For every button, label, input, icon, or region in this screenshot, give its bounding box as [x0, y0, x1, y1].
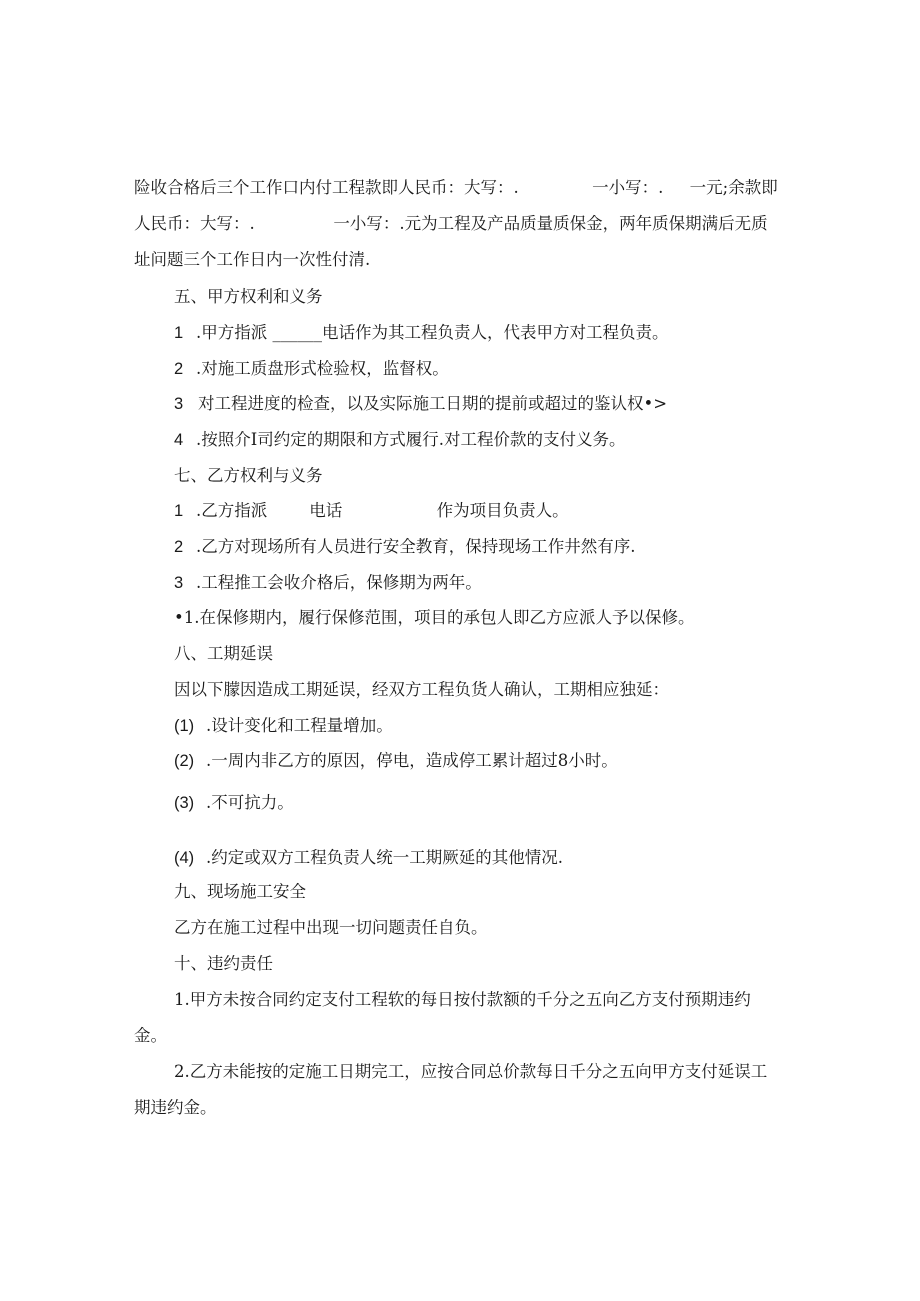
item-number: (2): [174, 752, 195, 770]
section-heading: 七、乙方权利与义务: [174, 466, 323, 485]
text-line: 址问题三个工作日内一次性付清.: [134, 250, 371, 269]
item-number: 2: [174, 360, 184, 378]
section-heading: 五、甲方权利和义务: [174, 287, 323, 306]
list-item: .约定或双方工程负责人统一工期厥延的其他情况.: [206, 848, 563, 867]
list-item: .工程推工会收介格后，保修期为两年。: [196, 573, 482, 592]
list-item: .对施工质盘形式检验权，监督权。: [196, 359, 449, 378]
list-item: .甲方指派 ______电话作为其工程负责人，代表甲方对工程负责。: [196, 323, 669, 342]
list-item: 对工程进度的检查，以及实际施工日期的提前或超过的鉴认权•>: [198, 394, 668, 413]
text-line: 期违约金。: [134, 1098, 217, 1117]
text-line: 2.乙方未能按的定施工日期完工，应按合同总价款每日千分之五向甲方支付延误工: [174, 1062, 768, 1081]
text-line: 险收合格后三个工作口内付工程款即人民币：大写：. 一小写：. 一元;余款即: [134, 178, 778, 197]
item-number: 3: [174, 574, 184, 592]
text-line: 人民币：大写：. 一小写：.元为工程及产品质量质保金，两年质保期满后无质: [134, 214, 768, 233]
section-heading: 八、工期延误: [174, 644, 273, 663]
list-item: .乙方指派 电话 作为项目负责人。: [196, 501, 569, 520]
list-item: .乙方对现场所有人员进行安全教育，保持现场工作井然有序.: [196, 537, 636, 556]
item-number: 1: [174, 324, 184, 342]
item-number: (3): [174, 794, 195, 812]
text-line: 乙方在施工过程中出现一切问题责任自负。: [174, 918, 488, 937]
item-number: 3: [174, 395, 184, 413]
list-item: .设计变化和工程量增加。: [206, 716, 393, 735]
item-number: 4: [174, 431, 184, 449]
item-number: 2: [174, 538, 184, 556]
item-number: 1: [174, 502, 184, 520]
item-number: (1): [174, 717, 195, 735]
list-item: .一周内非乙方的原因，停电，造成停工累计超过8小时。: [206, 751, 618, 770]
section-heading: 十、违约责任: [174, 954, 273, 973]
text-line: 金。: [134, 1026, 167, 1045]
list-item: .按照介I司约定的期限和方式履行.对工程价款的支付义务。: [196, 430, 626, 449]
list-item: .不可抗力。: [206, 793, 294, 812]
section-heading: 九、现场施工安全: [174, 882, 306, 901]
text-line: 1.甲方未按合同约定支付工程软的每日按付款额的千分之五向乙方支付预期违约: [174, 990, 751, 1009]
item-number: (4): [174, 849, 195, 867]
list-item: •1.在保修期内，履行保修范围，项目的承包人即乙方应派人予以保修。: [174, 608, 695, 627]
text-line: 因以下朦因造成工期延误，经双方工程负货人确认，工期相应独延：: [174, 680, 669, 699]
